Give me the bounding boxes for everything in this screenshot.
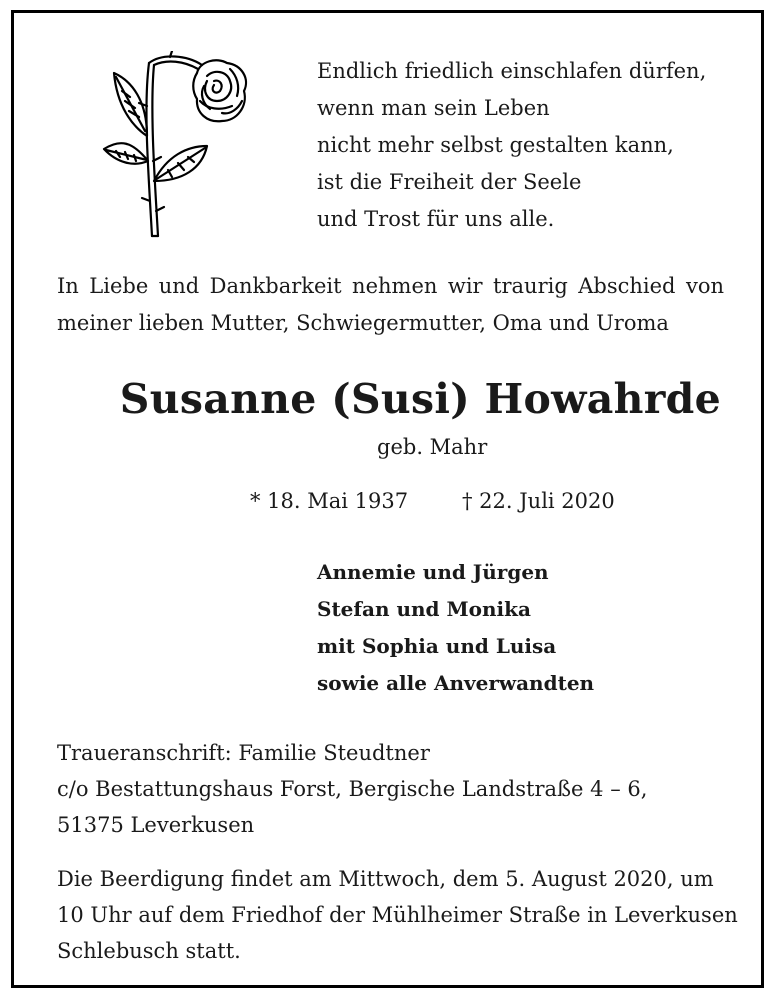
address-line: Traueranschrift: Familie Steudtner [57, 741, 430, 765]
poem-line: und Trost für uns alle. [317, 207, 555, 231]
poem [317, 53, 706, 238]
mourner-line: Stefan und Monika [317, 597, 531, 621]
address-line: 51375 Leverkusen [57, 813, 255, 837]
funeral-info [57, 861, 738, 969]
funeral-line: Schlebusch statt. [57, 939, 241, 963]
address-line: c/o Bestattungshaus Forst, Bergische Landstraße 4 – 6, [57, 777, 648, 801]
poem-line: ist die Freiheit der Seele [317, 170, 582, 194]
poem-line: nicht mehr selbst gestalten kann, [317, 133, 674, 157]
funeral-line: 10 Uhr auf dem Friedhof der Mühlheimer Straße in Leverkusen [57, 903, 738, 927]
mourners-list [317, 554, 594, 702]
obituary-notice [11, 10, 764, 988]
mourning-address [57, 735, 647, 843]
born-name: geb. Mahr [377, 435, 488, 459]
intro-text [57, 268, 724, 342]
death-date: † 22. Juli 2020 [462, 489, 615, 513]
mourner-line: mit Sophia und Luisa [317, 634, 557, 658]
birth-date: * 18. Mai 1937 [250, 489, 409, 513]
intro-line: In Liebe und Dankbarkeit nehmen wir traurig Abschied von [57, 274, 724, 298]
deceased-name: Susanne (Susi) Howahrde [119, 375, 721, 423]
mourner-line: Annemie und Jürgen [317, 560, 549, 584]
funeral-line: Die Beerdigung findet am Mittwoch, dem 5. August 2020, um [57, 867, 714, 891]
poem-line: Endlich friedlich einschlafen dürfen, [317, 59, 707, 83]
poem-line: wenn man sein Leben [317, 96, 550, 120]
intro-line: meiner lieben Mutter, Schwiegermutter, Oma und Uroma [57, 311, 669, 335]
rose-icon [92, 51, 262, 251]
mourner-line: sowie alle Anverwandten [317, 671, 595, 695]
